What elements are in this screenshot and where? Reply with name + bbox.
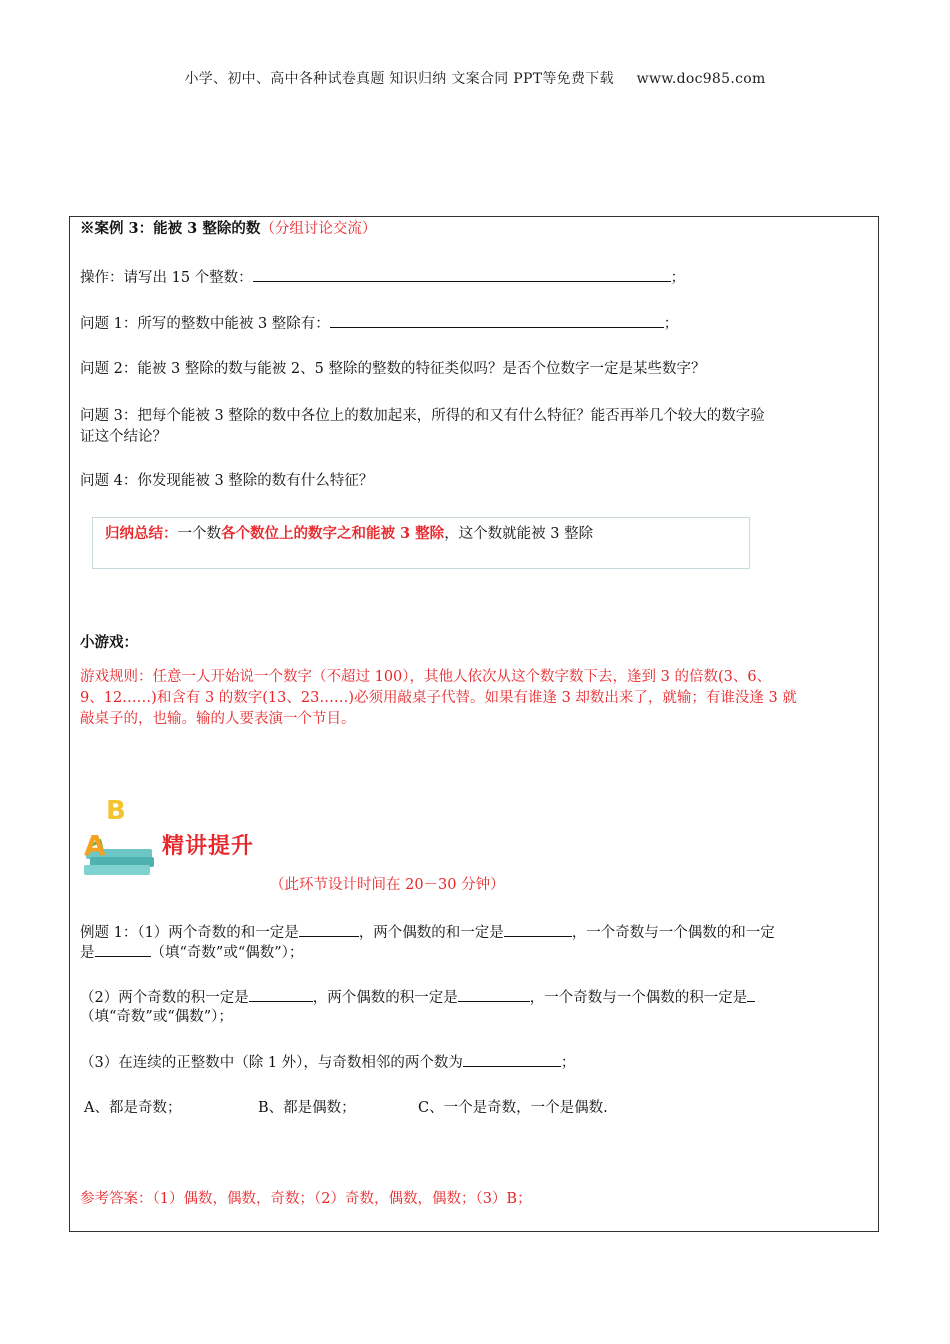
reference-answer: 参考答案：（1）偶数，偶数，奇数；（2）奇数，偶数，偶数；（3）B； — [80, 1191, 532, 1207]
operation-line — [80, 267, 685, 288]
section-title: 精讲提升 — [162, 834, 255, 859]
e3-text-a: （3）在连续的正整数中（除 1 外），与奇数相邻的两个数为 — [80, 1055, 463, 1071]
operation-blank[interactable] — [253, 267, 671, 282]
example-1-line-1 — [80, 922, 775, 943]
e2-text-c: ，一个奇数与一个偶数的积一定是 — [529, 990, 748, 1006]
option-b[interactable]: B、都是偶数； — [258, 1100, 356, 1116]
case-note: （分组讨论交流） — [260, 221, 377, 237]
semicolon: ； — [670, 270, 686, 286]
question-2: 问题 2：能被 3 整除的数与能被 2、5 整除的整数的特征类似吗？是否个位数字一定是某些数字？ — [80, 361, 706, 377]
option-c[interactable]: C、一个是奇数，一个是偶数. — [418, 1100, 608, 1116]
question-3-line-1: 问题 3：把每个能被 3 整除的数中各位上的数加起来，所得的和又有什么特征？能否再举几个较大的数字验 — [80, 408, 765, 424]
e1-text-d: 是 — [80, 945, 95, 961]
logo-letter-a: A — [84, 829, 106, 862]
answer-options — [84, 1098, 608, 1118]
q1-text: 问题 1：所写的整数中能被 3 整除有： — [80, 316, 330, 332]
logo-letter-b: B — [106, 796, 126, 826]
example-1-line-2 — [80, 942, 303, 963]
e3-text-b: ； — [560, 1055, 576, 1071]
example-2-line-2: （填“奇数”或“偶数”）； — [80, 1009, 233, 1025]
q1-blank[interactable] — [330, 313, 664, 328]
question-4: 问题 4：你发现能被 3 整除的数有什么特征？ — [80, 473, 374, 489]
game-rule-line-3: 敲桌子的，也输。输的人要表演一个节目。 — [80, 711, 356, 727]
e1-blank-1[interactable] — [299, 922, 359, 937]
summary-label: 归纳总结： — [105, 525, 178, 542]
books-logo-icon — [80, 791, 160, 881]
page-header — [0, 68, 950, 88]
game-rule-line-2: 9、12……)和含有 3 的数字(13、23……)必须用敲桌子代替。如果有谁逢 3 却数出来了，就输；有谁没逢 3 就 — [80, 690, 797, 706]
header-text: 小学、初中、高中各种试卷真题 知识归纳 文案合同 PPT等免费下载 — [184, 71, 614, 87]
summary-text — [105, 524, 593, 544]
summary-post: ，这个数就能被 3 整除 — [444, 526, 594, 542]
e3-blank[interactable] — [463, 1052, 561, 1067]
option-a[interactable]: A、都是奇数； — [84, 1100, 182, 1116]
example-2-line-1 — [80, 987, 755, 1008]
semicolon: ； — [663, 316, 679, 332]
e1-text-c: ，一个奇数与一个偶数的和一定 — [571, 925, 775, 941]
e1-blank-3[interactable] — [95, 942, 151, 957]
time-note: （此环节设计时间在 20－30 分钟） — [270, 877, 505, 893]
e2-text-b: ，两个偶数的积一定是 — [312, 990, 458, 1006]
summary-pre: 一个数 — [177, 526, 221, 542]
summary-box — [92, 517, 750, 569]
operation-text: 操作：请写出 15 个整数： — [80, 270, 253, 286]
case-title-text: ※案例 3：能被 3 整除的数 — [80, 220, 261, 237]
e1-text-b: ，两个偶数的和一定是 — [358, 925, 504, 941]
e1-text-e: （填“奇数”或“偶数”）； — [150, 945, 304, 961]
e2-blank-1[interactable] — [249, 987, 313, 1002]
game-title: 小游戏： — [80, 634, 138, 651]
example-3 — [80, 1052, 575, 1073]
header-url[interactable]: www.doc985.com — [636, 71, 766, 87]
game-rule-line-1: 游戏规则：任意一人开始说一个数字（不超过 100），其他人依次从这个数字数下去，逢到 3 的倍数(3、6、 — [80, 669, 772, 685]
question-1 — [80, 313, 678, 334]
e1-text-a: 例题 1：（1）两个奇数的和一定是 — [80, 925, 299, 941]
summary-emphasis: 各个数位上的数字之和能被 3 整除 — [221, 525, 445, 542]
e2-text-a: （2）两个奇数的积一定是 — [80, 990, 249, 1006]
question-3-line-2: 证这个结论？ — [80, 429, 167, 445]
content-frame — [69, 216, 879, 1232]
e1-blank-2[interactable] — [504, 922, 572, 937]
case-title — [80, 219, 376, 239]
e2-blank-3[interactable] — [747, 987, 755, 1002]
e2-blank-2[interactable] — [458, 987, 530, 1002]
